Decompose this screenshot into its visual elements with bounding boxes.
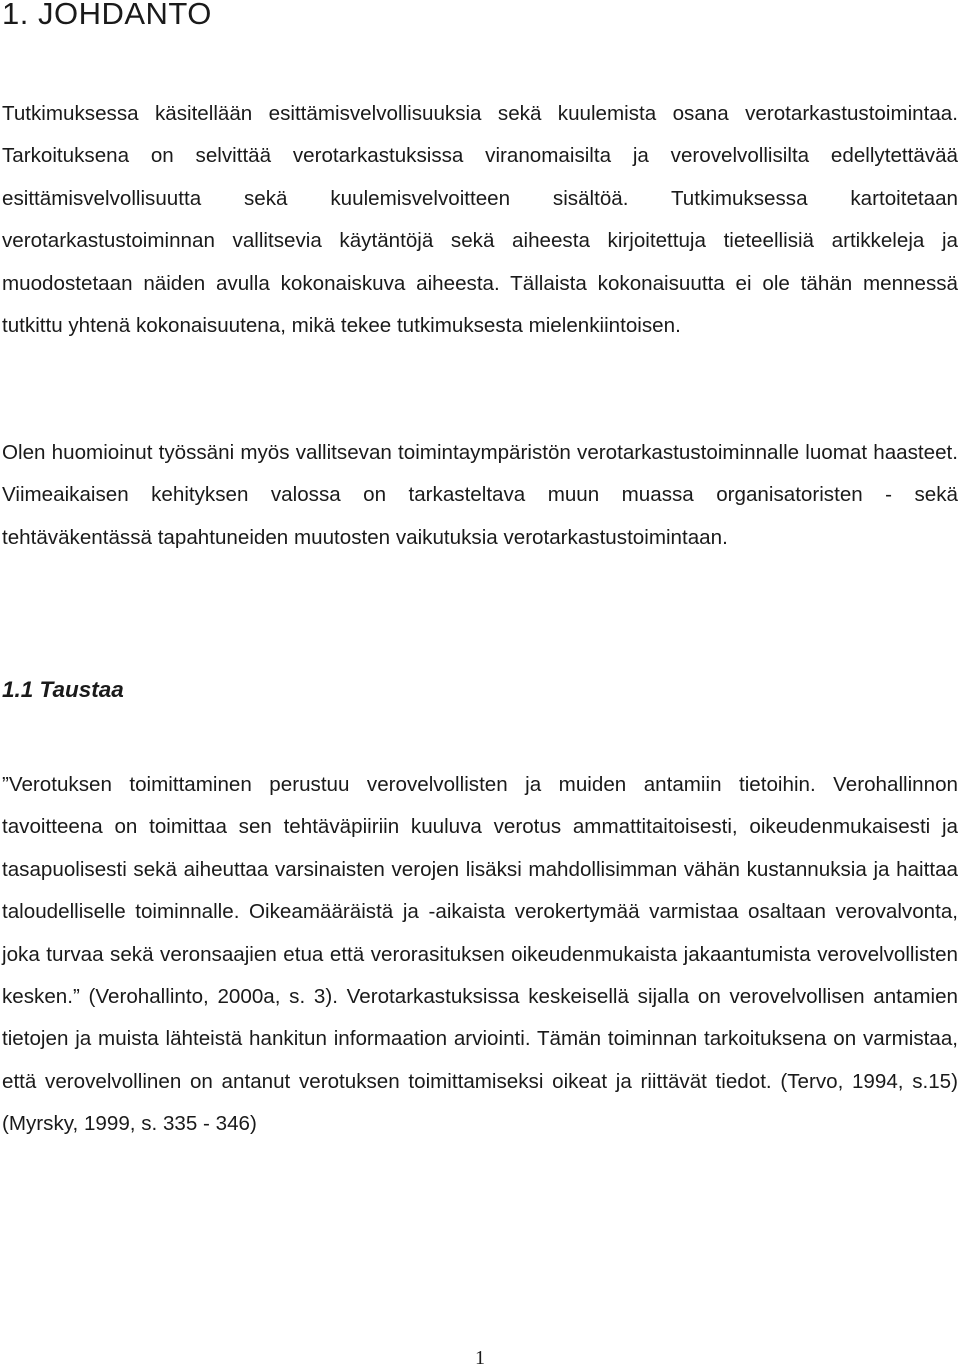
- intro-paragraph-2: Olen huomioinut työssäni myös vallitsevan toimintaympäristön verotarkastustoiminnalle luomat haasteet. Viimeaikaisen kehityksen valossa on tarkasteltava muun muassa organisatoristen - sekä tehtäväkentässä tapahtuneiden muutosten vaikutuksia verotarkastustoimintaan.: [2, 441, 958, 549]
- background-paragraph: ”Verotuksen toimittaminen perustuu verovelvollisten ja muiden antamiin tietoihin. Verohallinnon tavoitteena on toimittaa sen tehtäväpiiriin kuuluva verotus ammattitaitoisesti, oikeudenmukaisesti ja tasapuolisesti sekä aiheuttaa varsinaisten verojen lisäksi mahdollisimman vähän kustannuksia ja haittaa taloudelliselle toiminnalle. Oikeamääräistä ja -aikaista verokertymää varmistaa osaltaan verovalvonta, joka turvaa sekä veronsaajien etua että verorasituksen oikeudenmukaista jakaantumista verovelvollisten kesken.” (Verohallinto, 2000a, s. 3). Verotarkastuksissa keskeisellä sijalla on verovelvollisen antamien tietojen ja muista lähteistä hankitun informaation arviointi. Tämän toiminnan tarkoituksena on varmistaa, että verovelvollinen on antanut verotuksen toimittamiseksi oikeat ja riittävät tiedot. (Tervo, 1994, s.15) (Myrsky, 1999, s. 335 - 346): [2, 773, 958, 1136]
- section-heading: 1.1 Taustaa: [2, 677, 124, 702]
- chapter-heading: 1. JOHDANTO: [2, 0, 212, 31]
- intro-paragraph-1: Tutkimuksessa käsitellään esittämisvelvollisuuksia sekä kuulemista osana verotarkastustoimintaa. Tarkoituksena on selvittää verotarkastuksissa viranomaisilta ja verovelvollisilta edellytettävää esittämisvelvollisuutta sekä kuulemisvelvoitteen sisältöä. Tutkimuksessa kartoitetaan verotarkastustoiminnan vallitsevia käytäntöjä sekä aiheesta kirjoitettuja tieteellisiä artikkeleja ja muodostetaan näiden avulla kokonaiskuva aiheesta. Tällaista kokonaisuutta ei ole tähän mennessä tutkittu yhtenä kokonaisuutena, mikä tekee tutkimuksesta mielenkiintoisen.: [2, 102, 958, 338]
- page-number: 1: [475, 1347, 485, 1369]
